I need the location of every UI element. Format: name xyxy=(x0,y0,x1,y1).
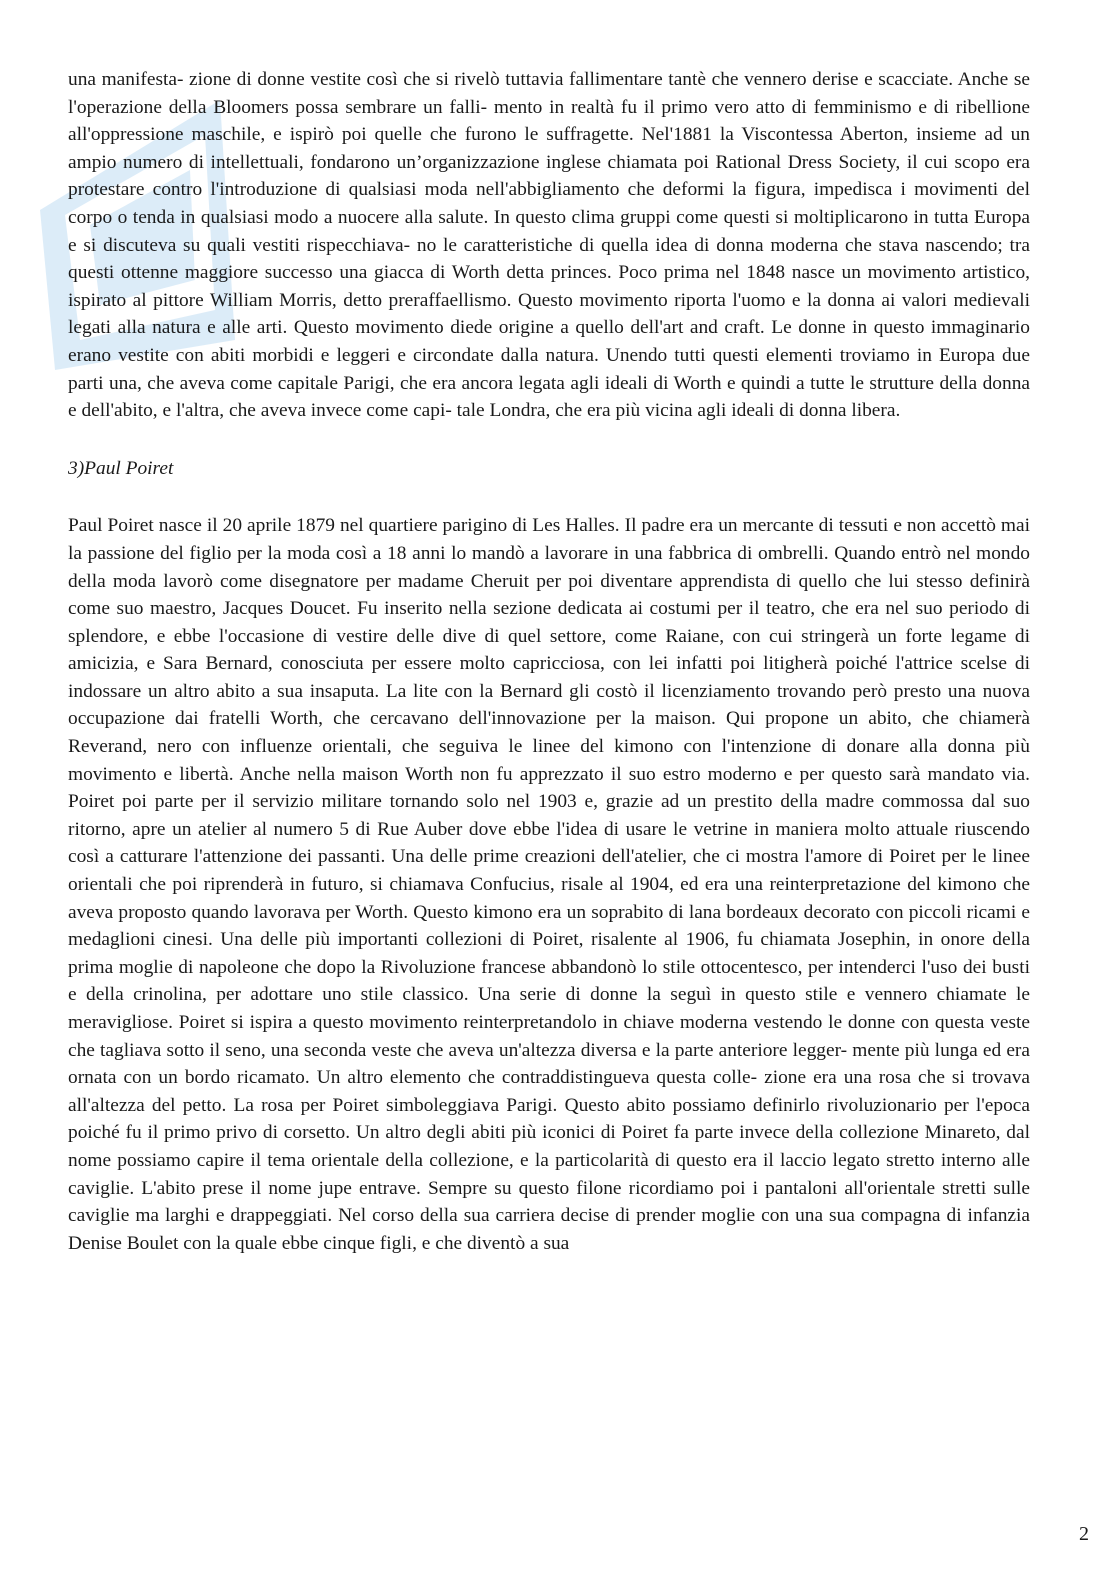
document-page xyxy=(68,66,1030,1257)
page-number: 2 xyxy=(1079,1523,1089,1545)
section-heading: 3)Paul Poiret xyxy=(68,457,174,479)
paragraph-2: Paul Poiret nasce il 20 aprile 1879 nel quartiere parigino di Les Halles. Il padre era un mercante di tessuti e non accettò mai la passione del figlio per la moda così a 18 anni lo mandò a lavorare in una fabbrica di ombrelli. Quando entrò nel mondo della moda lavorò come disegnatore per madame Cheruit per poi diventare apprendista di quello che lui stesso definirà come suo maestro, Jacques Doucet. Fu inserito nella sezione dedicata ai costumi per il teatro, che era nel suo periodo di splendore, e ebbe l'occasione di vestire delle dive di quel settore, come Raiane, con cui stringerà un forte legame di amicizia, e Sara Bernard, conosciuta per essere molto capricciosa, con lei infatti poi litigherà poiché l'attrice scelse di indossare un altro abito a sua insaputa. La lite con la Bernard gli costò il licenziamento trovando però presto una nuova occupazione dai fratelli Worth, che cercavano dell'innovazione per la maison. Qui propone un abito, che chiamerà Reverand, nero con influenze orientali, che seguiva le linee del kimono con l'intenzione di donare alla donna più movimento e libertà. Anche nella maison Worth non fu apprezzato il suo estro moderno e per questo sarà mandato via. Poiret poi parte per il servizio militare tornando solo nel 1903 e, grazie ad un prestito della madre commossa dal suo ritorno, apre un atelier al numero 5 di Rue Auber dove ebbe l'idea di usare le vetrine in maniera molto attuale riuscendo così a catturare l'attenzione dei passanti. Una delle prime creazioni dell'atelier, che ci mostra l'amore di Poiret per le linee orientali che poi riprenderà in futuro, si chiamava Confucius, risale al 1904, ed era una reinterpretazione del kimono che aveva proposto quando lavorava per Worth. Questo kimono era un soprabito di lana bordeaux decorato con piccoli ricami e medaglioni cinesi. Una delle più importanti collezioni di Poiret, risalente al 1906, fu chiamata Josephin, in onore della prima moglie di napoleone che dopo la Rivoluzione francese abbandonò lo stile ottocentesco, per intenderci l'uso dei busti e della crinolina, per adottare uno stile classico. Una serie di donne la seguì in questo stile e vennero chiamate le meravigliose. Poiret si ispira a questo movimento reinterpretandolo in chiave moderna vestendo le donne con questa veste che tagliava sotto il seno, una seconda veste che aveva un'altezza diversa e la parte anteriore legger- mente più lunga ed era ornata con un bordo ricamato. Un altro elemento che contraddistingueva questa colle- zione era una rosa che si trovava all'altezza del petto. La rosa per Poiret simboleggiava Parigi. Questo abito possiamo definirlo rivoluzionario per l'epoca poiché fu il primo privo di corsetto. Un altro degli abiti più iconici di Poiret fa parte invece della collezione Minareto, dal nome possiamo capire il tema orientale della collezione, e la particolarità di questo era il laccio legato stretto interno alle caviglie. L'abito prese il nome jupe entrave. Sempre su questo filone ricordiamo poi i pantaloni all'orientale stretti sulle caviglie ma larghi e drappeggiati. Nel corso della sua carriera decise di prender moglie con una sua compagna di infanzia Denise Boulet con la quale ebbe cinque figli, e che diventò a sua xyxy=(68,515,1030,1254)
paragraph-1: una manifesta- zione di donne vestite così che si rivelò tuttavia fallimentare tantè che vennero derise e scacciate. Anche se l'operazione della Bloomers possa sembrare un falli- mento in realtà fu il primo vero atto di femminismo e di ribellione all'oppressione maschile, e ispirò poi quelle che furono le suffragette. Nel'1881 la Viscontessa Aberton, insieme ad un ampio numero di intellettuali, fondarono un’organizzazione inglese chiamata poi Rational Dress Society, il cui scopo era protestare contro l'introduzione di qualsiasi moda nell'abbigliamento che deformi la figura, impedisca i movimenti del corpo o tenda in qualsiasi modo a nuocere alla salute. In questo clima gruppi come questi si moltiplicarono in tutta Europa e si discuteva su quali vestiti rispecchiava- no le caratteristiche di quella idea di donna moderna che stava nascendo; tra questi ottenne maggiore successo una giacca di Worth detta princes. Poco prima nel 1848 nasce un movimento artistico, ispirato al pittore William Morris, detto preraffaellismo. Questo movimento riporta l'uomo e la donna ai valori medievali legati alla natura e alle arti. Questo movimento diede origine a quello dell'art and craft. Le donne in questo immaginario erano vestite con abiti morbidi e leggeri e circondate dalla natura. Unendo tutti questi elementi troviamo in Europa due parti una, che aveva come capitale Parigi, che era ancora legata agli ideali di Worth e quindi a tutte le strutture della donna e dell'abito, e l'altra, che aveva invece come capi- tale Londra, che era più vicina agli ideali di donna libera. xyxy=(68,69,1030,422)
